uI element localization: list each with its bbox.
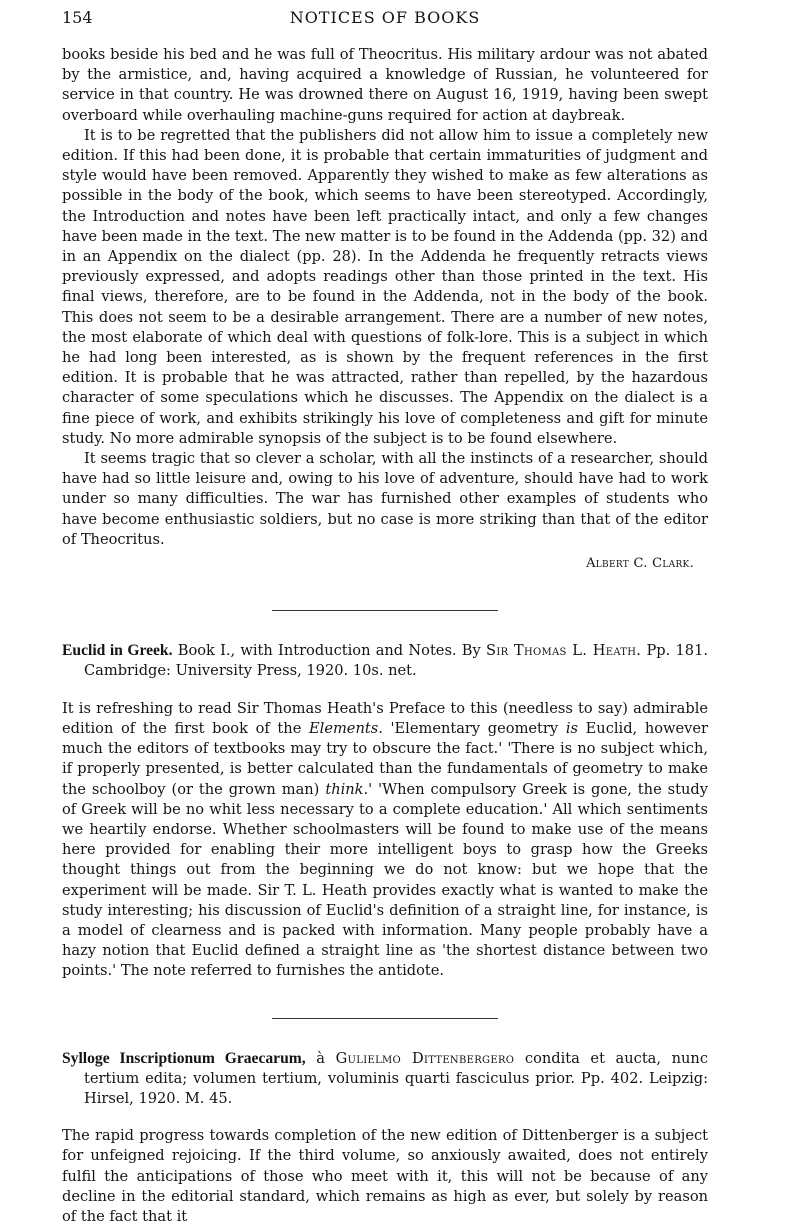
review-body: It is refreshing to read Sir Thomas Heath's Preface to this (needless to say) admirable edition of the first book of the Elements. 'Elementary geometry is Euclid, however much the editors of textbooks may try to obscure the fact.' 'There is no subject which, if properly presented, is better calculated than the fundamentals of geometry to make the schoolboy (or the grown man) think.' 'When compulsory Greek is gone, the study of Greek will be no whit less necessary to a complete education.' All which sentiments we heartily endorse. Whether schoolmasters will be found to make use of the means here provided for enabling their more intelligent boys to grasp how the Greeks thought things out from the beginning we do not know: but we hope that the experiment will be made. Sir T. L. Heath provides exactly what is wanted to make the study interesting; his discussion of Euclid's definition of a straight line, for instance, is a model of clearness and is packed with information. Many people probably have a hazy notion that Euclid defined a straight line as 'the shortest distance between two points.' The note referred to furnishes the antidote. — [62, 699, 709, 980]
review-body: The rapid progress towards completion of the new edition of Dittenberger is a subject for unfeigned rejoicing. If the third volume, so anxiously awaited, does not entirely fulfil the anticipations of those who meet with it, this will not be because of any decline in the editorial standard, which remains as high as ever, but solely by reason of the fact that it — [62, 1127, 708, 1225]
emphasis: Elements. — [309, 719, 383, 737]
page — [62, 8, 708, 1227]
running-title: NOTICES OF BOOKS — [289, 8, 481, 27]
book-details: Book I., with Introduction and Notes. By — [177, 642, 481, 660]
book-entry-heading — [62, 641, 708, 681]
page-number: 154 — [62, 8, 93, 27]
book-editor: Gulielmo Dittenbergero — [335, 1049, 515, 1067]
section-divider — [272, 1018, 498, 1019]
page-header — [62, 8, 708, 36]
book-author: Sir Thomas L. Heath. — [486, 642, 642, 660]
paragraph: books beside his bed and he was full of Theocritus. His military ardour was not abated by the armistice, and, having acquired a knowledge of Russian, he volunteered for service in that country. He was drowned there on August 16, 1919, having been swept overboard while overhauling machine-guns required for action at daybreak. — [62, 46, 708, 124]
paragraph: It seems tragic that so clever a scholar, with all the instincts of a researcher, should have had so little leisure and, owing to his love of adventure, should have had to work under so many difficulties. The war has furnished other examples of students who have become enthusiastic soldiers, but no case is more striking than that of the editor of Theocritus. — [62, 450, 708, 548]
book-details: condita et aucta, nunc tertium edita; volumen tertium, voluminis quarti fasciculus prior. Pp. 402. Leipzig: Hirsel, 1920. M. 45. — [84, 1049, 708, 1107]
book-publication: Pp. 181. Cambridge: University Press, 1920. 10s. net. — [84, 642, 708, 680]
book-title: Euclid in Greek. — [62, 642, 173, 660]
book-title: Sylloge Inscriptionum Graecarum, — [62, 1049, 306, 1067]
review-theocritus — [62, 45, 708, 574]
emphasis: is — [565, 719, 578, 737]
book-entry-heading: Sylloge Inscriptionum Graecarum, à Gulielmo Dittenbergero condita et aucta, nunc tertium edita; volumen tertium, voluminis quarti fasciculus prior. Pp. 402. Leipzig: Hirsel, 1920. M. 45. — [62, 1049, 708, 1107]
section-divider — [272, 610, 498, 611]
review-euclid — [62, 641, 708, 981]
review-sylloge — [62, 1049, 708, 1227]
emphasis: think.' — [325, 780, 373, 798]
reviewer-signature: Albert C. Clark. — [586, 556, 694, 572]
paragraph: It is to be regretted that the publishers did not allow him to issue a completely new edition. If this had been done, it is probable that certain immaturities of judgment and style would have been removed. Apparently they wished to make as few alterations as possible in the body of the book, which seems to have been stereotyped. Accordingly, the Introduction and notes have been left practically intact, and only a few changes have been made in the text. The new matter is to be found in the Addenda (pp. 32) and in an Appendix on the dialect (pp. 28). In the Addenda he frequently retracts views previously expressed, and adopts readings other than those printed in the text. His final views, therefore, are to be found in the Addenda, not in the body of the book. This does not seem to be a desirable arrangement. There are a number of new notes, the most elaborate of which deal with questions of folk-lore. This is a subject in which he had long been interested, as is shown by the frequent references in the first edition. It is probable that he was attracted, rather than repelled, by the hazardous character of some speculations which he discusses. The Appendix on the dialect is a fine piece of work, and exhibits strikingly his love of completeness and gift for minute study. No more admirable synopsis of the subject is to be found elsewhere. — [62, 126, 708, 447]
